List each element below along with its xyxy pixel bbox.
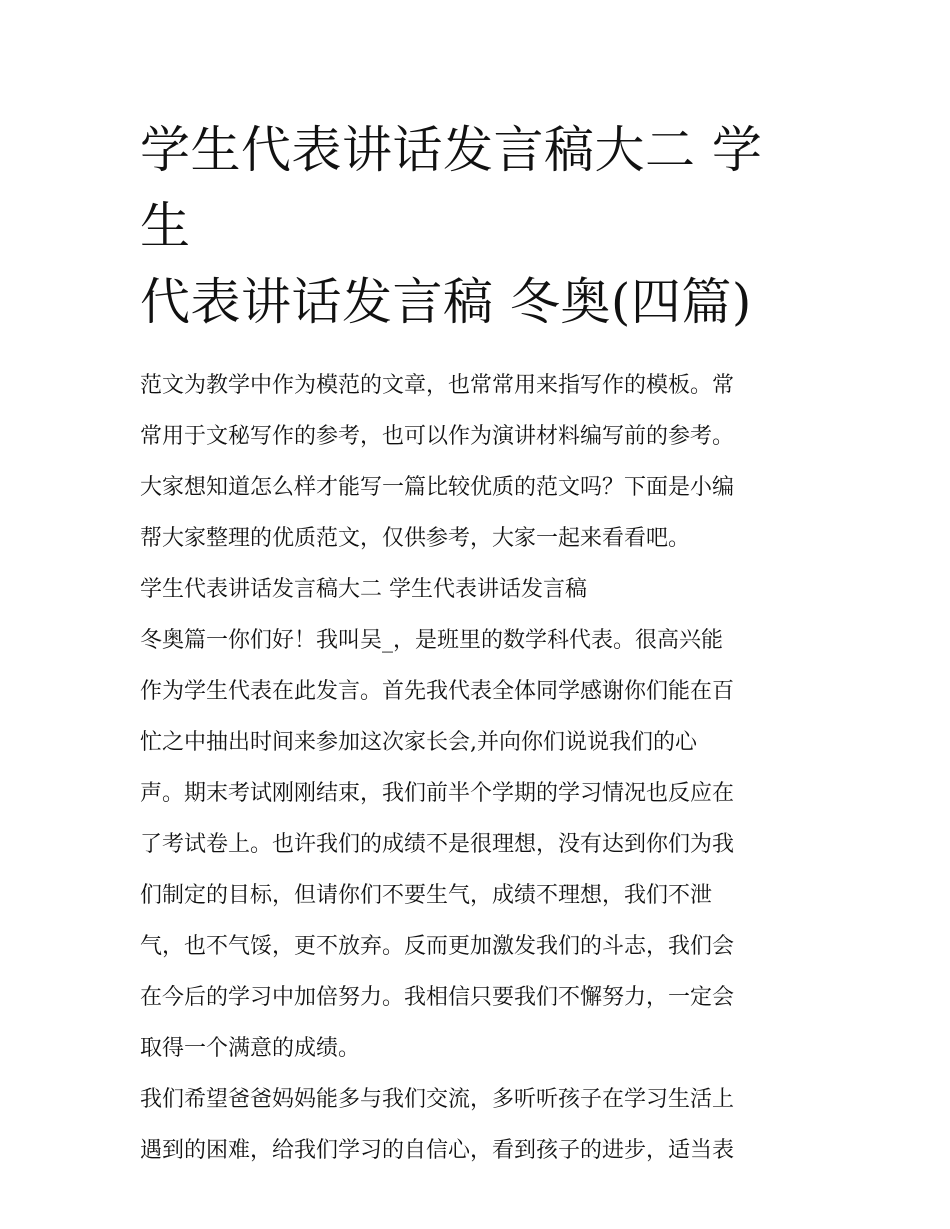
body-line: 帮大家整理的优质范文，仅供参考，大家一起来看看吧。: [140, 526, 691, 551]
body-line: 冬奥篇一你们好！我叫吴_，是班里的数学科代表。很高兴能: [140, 628, 724, 653]
body-line: 常用于文秘写作的参考，也可以作为演讲材料编写前的参考。: [140, 424, 735, 449]
document-title: [140, 112, 812, 340]
body-line: 大家想知道怎么样才能写一篇比较优质的范文吗？下面是小编: [140, 475, 735, 500]
body-line: 们制定的目标，但请你们不要生气，成绩不理想，我们不泄: [140, 883, 713, 908]
document-page: [140, 112, 812, 1176]
body-line: 遇到的困难，给我们学习的自信心，看到孩子的进步，适当表: [140, 1138, 735, 1163]
body-line: 声。期末考试刚刚结束，我们前半个学期的学习情况也反应在: [140, 781, 735, 806]
section-heading-line: 学生代表讲话发言稿大二 学生代表讲话发言稿: [140, 577, 587, 602]
body-line: 在今后的学习中加倍努力。我相信只要我们不懈努力，一定会: [140, 985, 735, 1010]
body-line: 取得一个满意的成绩。: [140, 1036, 361, 1061]
body-line: 气，也不气馁，更不放弃。反而更加激发我们的斗志，我们会: [140, 934, 735, 959]
body-line: 我们希望爸爸妈妈能多与我们交流，多听听孩子在学习生活上: [140, 1087, 735, 1112]
document-body: [140, 360, 812, 1176]
body-line: 范文为教学中作为模范的文章，也常常用来指写作的模板。常: [140, 373, 735, 398]
body-line: 忙之中抽出时间来参加这次家长会,并向你们说说我们的心: [140, 730, 697, 755]
body-line: 作为学生代表在此发言。首先我代表全体同学感谢你们能在百: [140, 679, 735, 704]
body-line: 了考试卷上。也许我们的成绩不是很理想，没有达到你们为我: [140, 832, 735, 857]
title-line: 学生代表讲话发言稿大二 学生: [140, 121, 763, 255]
title-line: 代表讲话发言稿 冬奥(四篇): [140, 273, 752, 331]
